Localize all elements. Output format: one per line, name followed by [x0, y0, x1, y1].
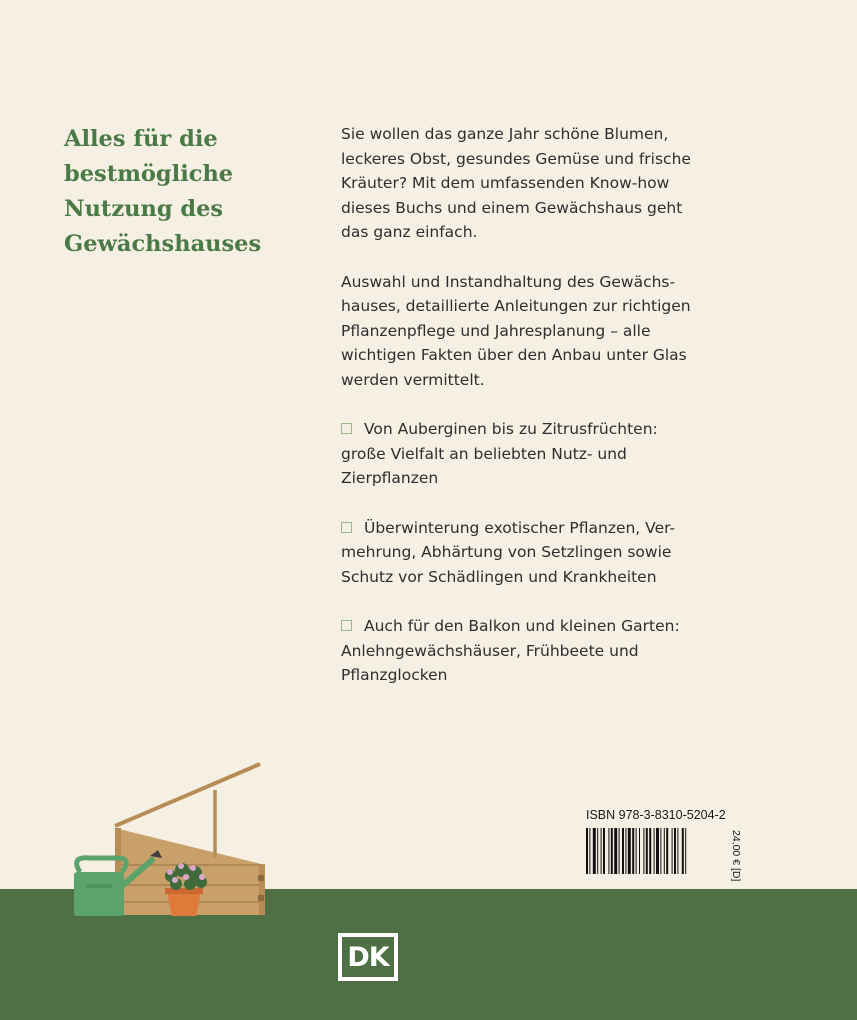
- intro-paragraph-2: [341, 270, 701, 393]
- text-line: Pflanzenpflege und Jahresplanung – alle: [341, 321, 651, 340]
- checkbox-square-icon: [341, 423, 352, 434]
- text-line: werden vermittelt.: [341, 370, 485, 389]
- intro-paragraph-1: [341, 122, 701, 245]
- text-line: Kräuter? Mit dem umfassenden Know-how: [341, 174, 670, 192]
- isbn-label: ISBN 978-3-8310-5204-2: [586, 808, 726, 822]
- logo-text: DK: [342, 937, 394, 977]
- blurb: [341, 122, 701, 713]
- text-line: Auswahl und Instandhaltung des Gewächs-: [341, 272, 676, 291]
- headline: [64, 122, 304, 262]
- barcode-icon: [586, 828, 724, 874]
- text-line: Von Auberginen bis zu Zitrusfrüchten:: [364, 420, 658, 438]
- text-line: große Vielfalt an beliebten Nutz- und: [341, 444, 627, 463]
- text-line: Pflanzglocken: [341, 666, 448, 684]
- text-line: hauses, detaillierte Anleitungen zur richtigen: [341, 297, 691, 315]
- list-item: [341, 417, 701, 491]
- text-line: das ganz einfach.: [341, 223, 478, 241]
- checkbox-square-icon: [341, 620, 352, 631]
- checkbox-square-icon: [341, 522, 352, 533]
- headline-line: Gewächshauses: [64, 231, 262, 257]
- text-line: Auch für den Balkon und kleinen Garten:: [364, 617, 680, 635]
- text-line: Überwinterung exotischer Pflanzen, Ver-: [364, 518, 676, 537]
- dk-logo: [338, 933, 398, 981]
- text-line: Anlehngewächshäuser, Frühbeete und: [341, 641, 639, 660]
- list-item: [341, 516, 701, 590]
- text-line: Schutz vor Schädlingen und Krankheiten: [341, 567, 657, 586]
- text-line: Sie wollen das ganze Jahr schöne Blumen,: [341, 125, 669, 143]
- headline-line: Nutzung des: [64, 196, 224, 222]
- list-item: [341, 614, 701, 688]
- text-line: Zierpflanzen: [341, 469, 439, 487]
- text-line: dieses Buchs und einem Gewächshaus geht: [341, 198, 683, 217]
- headline-line: Alles für die: [64, 126, 218, 152]
- text-line: wichtigen Fakten über den Anbau unter Glas: [341, 346, 687, 364]
- headline-line: bestmögliche: [64, 161, 234, 187]
- text-line: mehrung, Abhärtung von Setzlingen sowie: [341, 543, 672, 561]
- price-label: 24,00 € [D]: [730, 830, 742, 882]
- text-line: leckeres Obst, gesundes Gemüse und frische: [341, 149, 691, 168]
- garden-illustration: [60, 760, 280, 920]
- feature-list: [341, 417, 701, 688]
